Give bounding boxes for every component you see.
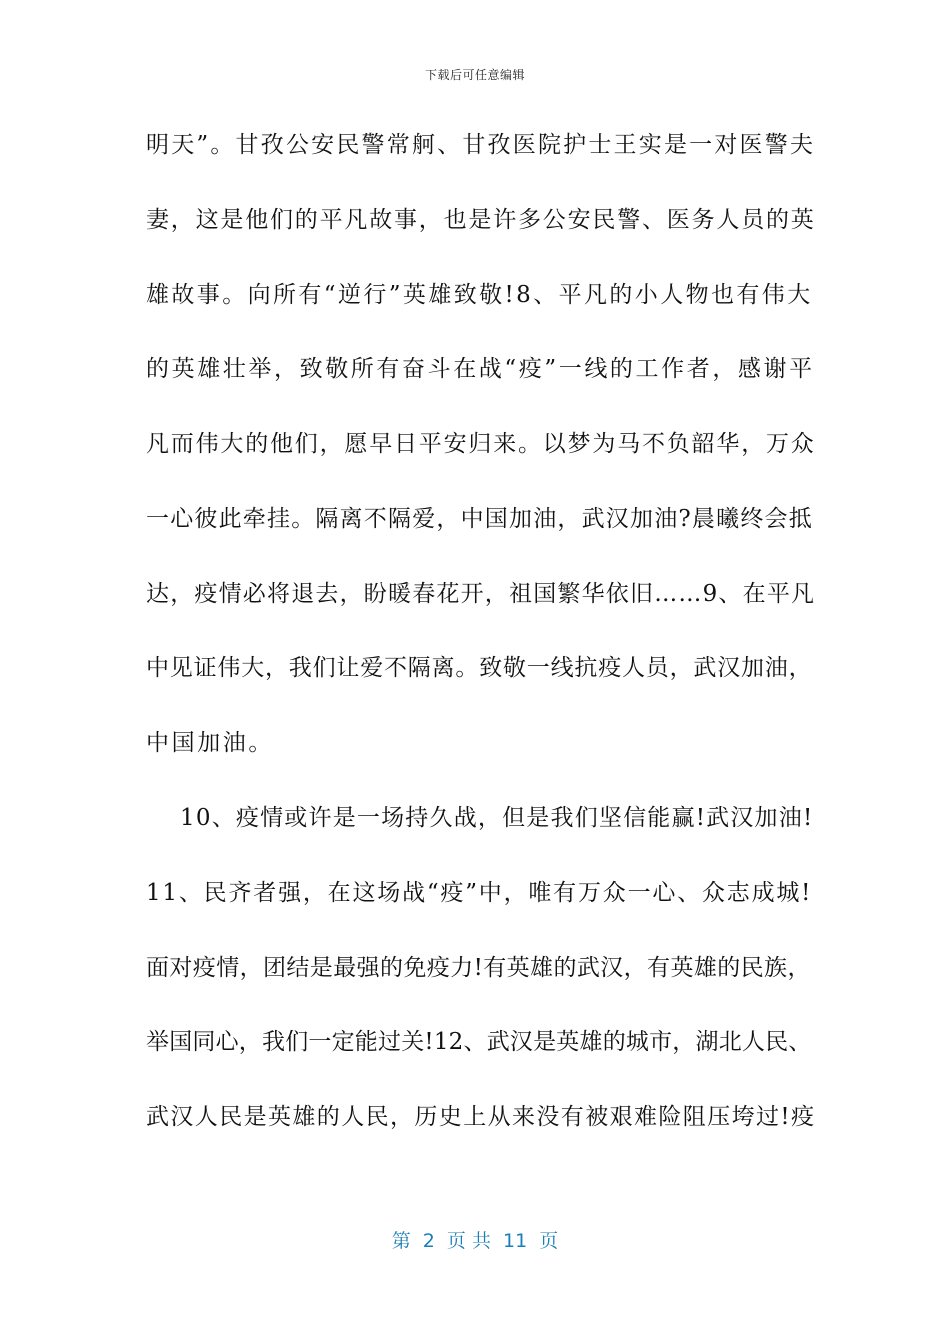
text-line: 的英雄壮举，致敬所有奋斗在战“疫”一线的工作者，感谢平 [146, 356, 815, 382]
text-line: 凡而伟大的他们，愿早日平安归来。以梦为马不负韶华，万众 [146, 431, 816, 457]
text-line: 雄故事。向所有“逆行”英雄致敬!8、平凡的小人物也有伟大 [146, 282, 813, 308]
header-note: 下载后可任意编辑 [424, 68, 525, 82]
text-line: 明天”。甘孜公安民警常舸、甘孜医院护士王实是一对医警夫 [146, 132, 816, 158]
text-line: 举国同心，我们一定能过关!12、武汉是英雄的城市，湖北人民、 [146, 1029, 812, 1055]
text-line: 达，疫情必将退去，盼暖春花开，祖国繁华依旧……9、在平凡 [146, 581, 816, 607]
text-line: 中见证伟大，我们让爱不隔离。致敬一线抗疫人员，武汉加油， [146, 655, 813, 681]
text-line: 10、疫情或许是一场持久战，但是我们坚信能赢!武汉加油! [146, 805, 814, 831]
text-line: 11、民齐者强，在这场战“疫”中，唯有万众一心、众志成城! [146, 880, 813, 906]
text-line: 面对疫情，团结是最强的免疫力!有英雄的武汉，有英雄的民族， [146, 955, 811, 981]
text-line: 妻，这是他们的平凡故事，也是许多公安民警、医务人员的英 [146, 207, 816, 233]
text-line: 中国加油。 [146, 730, 274, 756]
page-number-footer: 第 2 页 共 11 页 [391, 1230, 559, 1252]
text-line: 武汉人民是英雄的人民，历史上从来没有被艰难险阻压垮过!疫 [146, 1104, 816, 1130]
text-line: 一心彼此牵挂。隔离不隔爱，中国加油，武汉加油?晨曦终会抵 [146, 506, 813, 532]
